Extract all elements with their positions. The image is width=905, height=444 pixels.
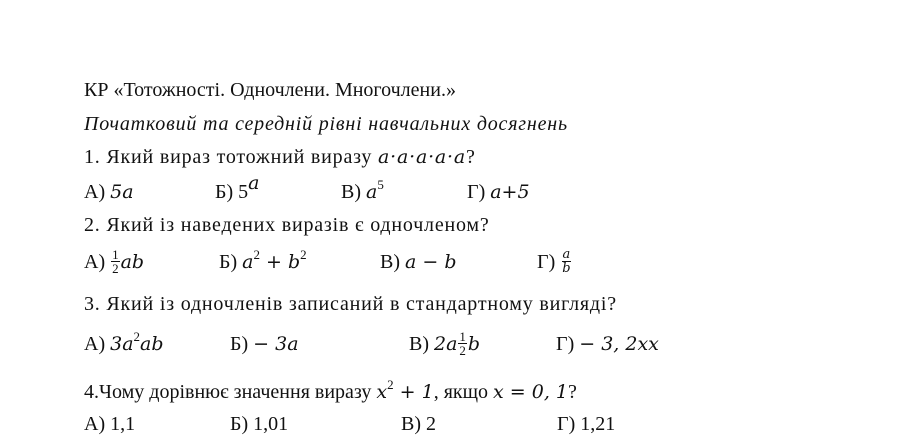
q3-option-b[interactable] [230,332,299,356]
q3-option-b-value: − 3a [253,333,299,355]
question-1-expression: a·a·a·a·a [378,146,467,168]
q3-option-d[interactable] [556,332,659,356]
fraction-numerator: a [562,247,571,262]
q1-option-c-base: a [366,181,378,203]
fraction-denominator: 2 [112,261,119,276]
q2-option-d-label: Г) [537,251,561,274]
q2-option-b-label: Б) [219,251,243,273]
q2-option-d[interactable] [537,247,573,277]
question-4-text: 4.Чому дорівнює значення виразу [84,381,377,403]
q3-option-c[interactable] [409,329,481,359]
q2-option-c-label: В) [380,251,405,273]
q3-option-a-exponent: 2 [133,329,141,344]
q1-option-c-exponent: 5 [377,177,384,192]
q2-option-a-fraction [111,248,120,275]
question-4-options [84,412,684,438]
question-4-exponent: 2 [387,377,394,392]
question-4-tail: ? [568,381,577,403]
question-1-text: 1. Який вираз тотожний виразу [84,146,379,168]
question-4-variable: x [376,381,388,403]
q4-option-d[interactable] [557,412,615,436]
q1-option-a-label: А) [84,181,111,203]
q4-option-d-value: 1,21 [580,413,616,435]
q2-option-b-exponent-2: 2 [300,247,307,262]
fraction-numerator: 1 [459,329,466,344]
q3-option-a-label: А) [84,333,111,355]
q4-option-b-value: 1,01 [253,413,289,435]
q1-option-b-exponent: a [248,172,260,194]
question-4-condition: x = 0, 1 [493,381,569,403]
fraction-numerator: 1 [112,247,119,262]
q4-option-c[interactable] [401,412,436,436]
q3-option-c-variable: b [467,333,481,356]
q3-option-d-value: − 3, 2xx [579,333,659,355]
question-2: 2. Який із наведених виразів є одночленом? [84,214,490,236]
q3-option-a[interactable] [84,329,164,356]
q1-option-b-label: Б) [215,181,239,203]
q2-option-a-label: А) [84,251,111,274]
q3-option-a-term: 3a [110,333,134,355]
q3-option-c-label: В) [409,333,434,356]
question-2-options [84,247,684,284]
q1-option-d-value: a+5 [490,181,530,203]
q2-option-a[interactable] [84,247,145,277]
worksheet-title: КР «Тотожності. Одночлени. Многочлени.» [84,79,456,101]
fraction-denominator: 2 [459,343,466,358]
question-3-options [84,329,704,366]
question-4 [84,377,577,404]
q4-option-a[interactable] [84,412,135,436]
q2-option-b-exponent-1: 2 [253,247,260,262]
question-1-tail: ? [466,146,476,168]
q2-option-b-term-1: a [242,251,254,273]
q2-option-c[interactable] [380,250,457,274]
q4-option-b-label: Б) [230,413,254,435]
q2-option-b-term-2: + b [259,251,301,273]
q2-option-b[interactable] [219,247,307,274]
q4-option-b[interactable] [230,412,288,436]
q4-option-a-label: А) [84,413,111,435]
q3-option-d-label: Г) [556,333,580,355]
q1-option-b[interactable] [215,172,260,204]
fraction-denominator: b [562,261,571,276]
q1-option-b-base: 5 [238,181,249,203]
q4-option-c-label: В) [401,413,426,435]
q1-option-d-label: Г) [467,181,491,203]
q1-option-a-value: 5a [110,181,134,203]
q1-option-c-label: В) [341,181,366,203]
q2-option-d-fraction [561,248,571,275]
q3-option-c-term: 2a [434,333,458,356]
q1-option-d[interactable] [467,180,530,204]
q2-option-a-variables: ab [120,251,145,274]
q4-option-a-value: 1,1 [110,413,136,435]
question-4-condition-intro: , якщо [433,381,494,403]
q2-option-c-value: a − b [405,251,457,273]
q4-option-d-label: Г) [557,413,581,435]
question-4-expression-tail: + 1 [393,381,434,403]
q3-option-c-fraction [458,330,467,357]
q4-option-c-value: 2 [426,413,436,435]
question-1-options [84,172,684,206]
question-1 [84,145,476,169]
q3-option-b-label: Б) [230,333,254,355]
q1-option-c[interactable] [341,177,384,204]
question-3: 3. Який із одночленів записаний в стандартному вигляді? [84,293,617,315]
q1-option-a[interactable] [84,180,134,204]
worksheet-subtitle: Початковий та середній рівні навчальних досягнень [84,113,568,135]
q3-option-a-variables: ab [140,333,164,355]
